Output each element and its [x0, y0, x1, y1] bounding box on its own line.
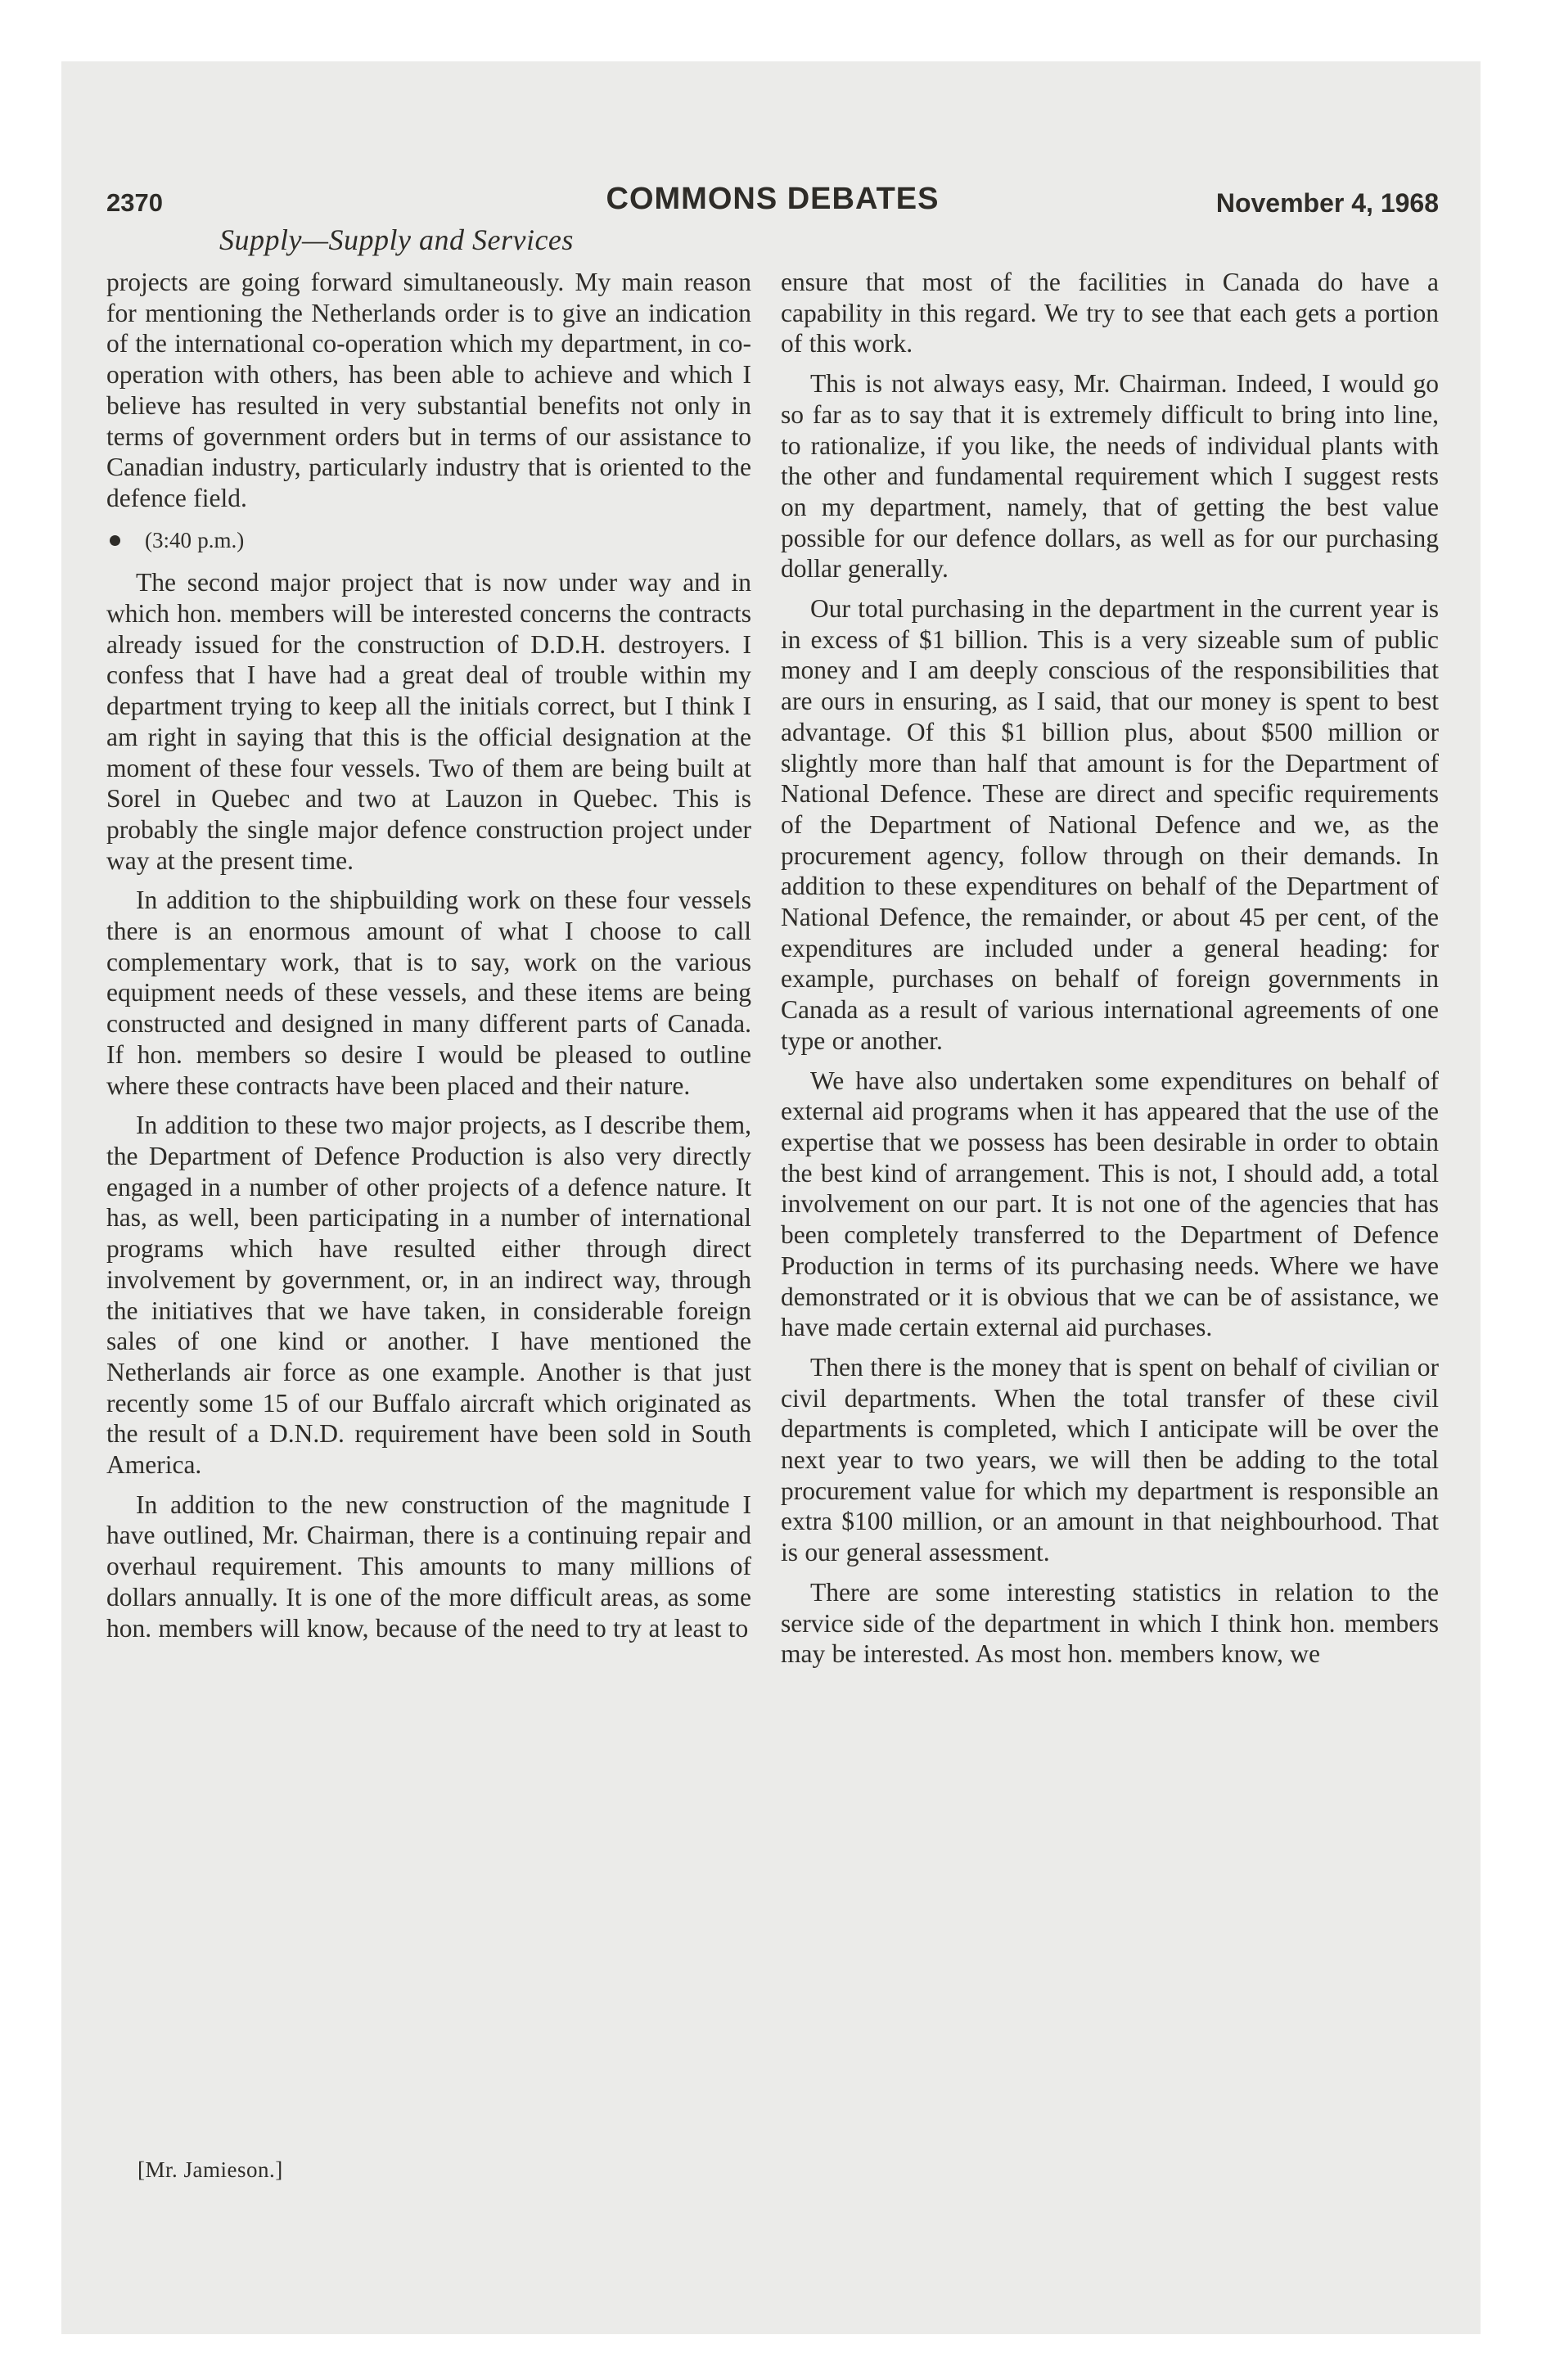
section-subheading: Supply—Supply and Services [219, 223, 574, 256]
time-marker [106, 525, 751, 557]
right-column [781, 267, 1439, 2133]
paragraph: In addition to the new construction of the magnitude I have outlined, Mr. Chairman, there is a continuing repair and overhaul requirement. This amounts to many millions of dollars annually. It is one of the more difficult areas, as some hon. members will know, because of the need to try at least to [106, 1490, 751, 1643]
time-marker-text: (3:40 p.m.) [145, 527, 245, 552]
paragraph: Our total purchasing in the department in the current year is in excess of $1 billion. This is a very sizeable sum of public money and I am deeply conscious of the responsibilities that are ours in ensuring, as I said, that our money is spent to best advantage. Of this $1 billion plus, about $500 million or slightly more than half that amount is for the Department of National Defence. These are direct and specific requirements of the Department of National Defence and we, as the procurement agency, follow through on their demands. In addition to these expenditures on behalf of the Department of National Defence, the remainder, or about 45 per cent, of the expenditures are included under a general heading: for example, purchases on behalf of foreign governments in Canada as a result of various international agreements of one type or another. [781, 594, 1439, 1055]
speaker-attribution: [Mr. Jamieson.] [137, 2157, 283, 2182]
paragraph: In addition to these two major projects, as I describe them, the Department of Defence Production is also very directly engaged in a number of other projects of a defence nature. It has, as well, been participating in a number of international programs which have resulted either through direct involvement by government, or, in an indirect way, through the initiatives that we have taken, in considerable foreign sales of one kind or another. I have mentioned the Netherlands air force as one example. Another is that just recently some 15 of our Buffalo aircraft which originated as the result of a D.N.D. requirement have been sold in South America. [106, 1111, 751, 1480]
paragraph: projects are going forward simultaneously. My main reason for mentioning the Netherlands order is to give an indication of the international co-operation which my department, in co-operation with others, has been able to achieve and which I believe has resulted in very substantial benefits not only in terms of government orders but in terms of our assistance to Canadian industry, particularly industry that is oriented to the defence field. [106, 268, 751, 512]
paragraph: This is not always easy, Mr. Chairman. Indeed, I would go so far as to say that it is extremely difficult to bring into line, to rationalize, if you like, the needs of individual plants with the other and fundamental requirement which I suggest rests on my department, namely, that of getting the best value possible for our defence dollars, as well as for our purchasing dollar generally. [781, 369, 1439, 584]
paragraph: In addition to the shipbuilding work on these four vessels there is an enormous amount of what I choose to call complementary work, that is to say, work on the various equipment needs of these vessels, and these items are being constructed and designed in many different parts of Canada. If hon. members so desire I would be pleased to outline where these contracts have been placed and their nature. [106, 886, 751, 1100]
paragraph: There are some interesting statistics in relation to the service side of the department in which I think hon. members may be interested. As most hon. members know, we [781, 1577, 1439, 1669]
paragraph: The second major project that is now under way and in which hon. members will be interested concerns the contracts already issued for the construction of D.D.H. destroyers. I confess that I have had a great deal of trouble within my department trying to keep all the initials correct, but I think I am right in saying that this is the official designation at the moment of these four vessels. Two of them are being built at Sorel in Quebec and two at Lauzon in Quebec. This is probably the single major defence construction project under way at the present time. [106, 568, 751, 875]
bullet-icon [110, 535, 120, 546]
page-date: November 4, 1968 [1215, 188, 1439, 218]
left-column [106, 267, 751, 2133]
page-number: 2370 [106, 188, 163, 217]
paragraph: ensure that most of the facilities in Canada do have a capability in this regard. We try to see that each gets a portion of this work. [781, 268, 1439, 358]
paragraph: We have also undertaken some expenditures on behalf of external aid programs when it has appeared that the use of the expertise that we possess has been desirable in order to obtain the best kind of arrangement. This is not, I should add, a total involvement on our part. It is not one of the agencies that has been completely transferred to the Department of Defence Production in terms of its purchasing needs. Where we have demonstrated or it is obvious that we can be of assistance, we have made certain external aid purchases. [781, 1066, 1439, 1342]
paragraph: Then there is the money that is spent on behalf of civilian or civil departments. When the total transfer of these civil departments is completed, which I anticipate will be over the next year to two years, we will then be adding to the total procurement value for which my department is responsible an extra $100 million, or an amount in that neighbourhood. That is our general assessment. [781, 1352, 1439, 1567]
journal-title: COMMONS DEBATES [606, 182, 940, 216]
